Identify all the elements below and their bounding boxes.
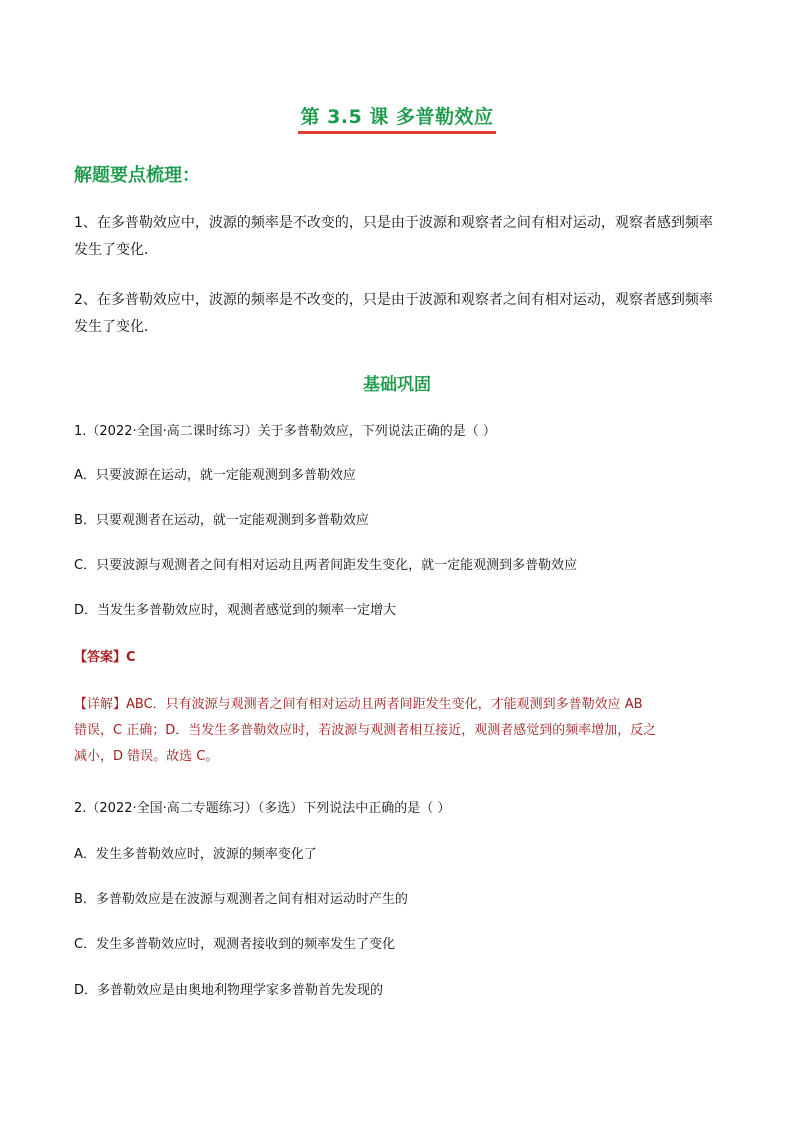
question-2-stem: 2.（2022·全国·高二专题练习）（多选）下列说法中正确的是（ ） bbox=[74, 801, 451, 816]
detail-line-1: 【详解】ABC．只有波源与观测者之间有相对运动且两者间距发生变化，才能观测到多普勒效应 AB bbox=[74, 697, 643, 712]
question-1-detail bbox=[74, 692, 730, 770]
section-heading: 解题要点梳理： bbox=[74, 165, 200, 186]
key-point-2: 2、在多普勒效应中，波源的频率是不改变的，只是由于波源和观察者之间有相对运动，观察者感到频率发生了变化． bbox=[74, 292, 713, 335]
question-2-option-a: A．发生多普勒效应时，波源的频率变化了 bbox=[74, 847, 317, 862]
question-1-stem: 1.（2022·全国·高二课时练习）关于多普勒效应，下列说法正确的是（ ） bbox=[74, 424, 496, 439]
question-1-option-a: A．只要波源在运动，就一定能观测到多普勒效应 bbox=[74, 468, 356, 483]
question-1-answer: 【答案】C bbox=[74, 650, 136, 665]
page-title: 第 3.5 课 多普勒效应 bbox=[298, 102, 495, 134]
question-1-option-c: C．只要波源与观测者之间有相对运动且两者间距发生变化，就一定能观测到多普勒效应 bbox=[74, 558, 578, 573]
key-point-1: 1、在多普勒效应中，波源的频率是不改变的，只是由于波源和观察者之间有相对运动，观察者感到频率发生了变化． bbox=[74, 215, 713, 258]
question-1-option-b: B．只要观测者在运动，就一定能观测到多普勒效应 bbox=[74, 513, 369, 528]
detail-line-2: 错误，C 正确；D．当发生多普勒效应时，若波源与观测者相互接近，观测者感觉到的频率增加，反之 bbox=[74, 723, 657, 738]
question-1-option-d: D．当发生多普勒效应时，观测者感觉到的频率一定增大 bbox=[74, 603, 397, 618]
detail-line-3: 减小，D 错误。故选 C。 bbox=[74, 749, 219, 764]
question-2-option-d: D．多普勒效应是由奥地利物理学家多普勒首先发现的 bbox=[74, 983, 384, 998]
question-2-option-c: C．发生多普勒效应时，观测者接收到的频率发生了变化 bbox=[74, 937, 396, 952]
title-wrap bbox=[0, 102, 794, 134]
basic-heading: 基础巩固 bbox=[363, 375, 431, 395]
question-2-option-b: B．多普勒效应是在波源与观测者之间有相对运动时产生的 bbox=[74, 892, 408, 907]
